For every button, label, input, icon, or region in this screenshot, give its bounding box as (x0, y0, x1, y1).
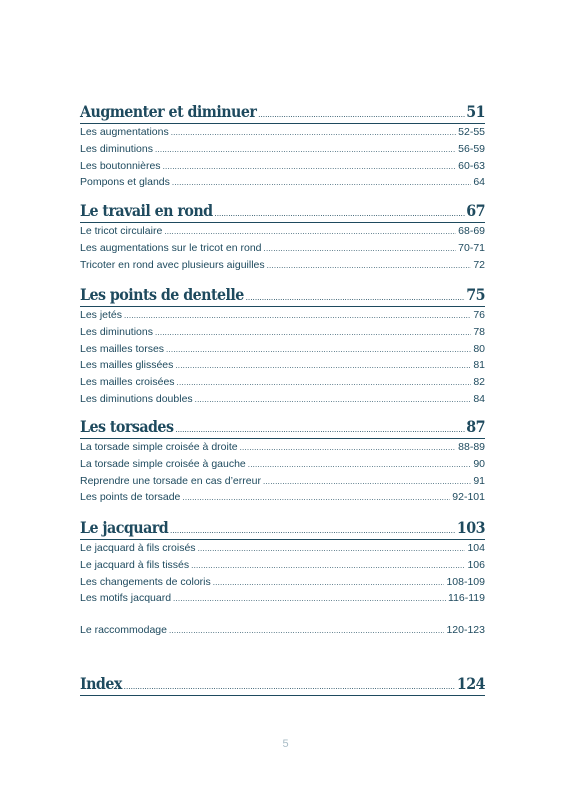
toc-section-index (80, 673, 485, 696)
toc-entry[interactable] (80, 324, 485, 341)
dot-leader (166, 342, 471, 359)
toc-entry[interactable] (80, 489, 485, 506)
section-heading[interactable] (80, 416, 485, 438)
toc-entry[interactable] (80, 223, 485, 240)
entry-page: 68-69 (458, 225, 485, 237)
entry-page: 70-71 (458, 241, 485, 254)
toc-entry[interactable] (80, 307, 485, 324)
dot-leader (175, 418, 464, 440)
entry-label: Les motifs jacquard (80, 592, 172, 605)
entry-page: 120-123 (446, 624, 485, 636)
entry-page: 82 (473, 376, 485, 389)
entry-label: Les augmentations sur le tricot en rond (80, 241, 262, 254)
toc-section-les-points-de-dentelle (80, 284, 485, 408)
toc-section-le-travail-en-rond (80, 200, 485, 273)
entry-label: Les changements de coloris (80, 575, 211, 588)
section-page: 75 (466, 285, 486, 304)
section-title: Les torsades (80, 417, 174, 436)
section-heading-index[interactable] (80, 673, 485, 695)
section-title: Le jacquard (80, 518, 169, 537)
section-heading[interactable] (80, 284, 485, 306)
entry-page: 108-109 (446, 575, 485, 588)
entry-label: Les mailles glissées (80, 359, 174, 372)
entry-label: Les augmentations (80, 126, 169, 138)
toc-section-le-jacquard (80, 517, 485, 607)
toc-entry[interactable] (80, 574, 485, 591)
section-title: Index (80, 674, 122, 693)
entry-label: Les mailles croisées (80, 376, 175, 389)
toc-entry[interactable] (80, 391, 485, 408)
toc-entry[interactable] (80, 456, 485, 473)
dot-leader (164, 224, 456, 241)
dot-leader (169, 623, 444, 640)
entry-label: Les points de torsade (80, 491, 181, 504)
dot-leader (124, 308, 471, 325)
dot-leader (264, 241, 457, 258)
dot-leader (170, 519, 455, 541)
entry-page: 76 (473, 309, 485, 321)
dot-leader (246, 286, 465, 308)
dot-leader (267, 258, 472, 275)
entry-page: 60-63 (458, 159, 485, 172)
toc-entry[interactable] (80, 557, 485, 574)
section-page: 51 (466, 102, 486, 121)
section-title: Le travail en rond (80, 201, 213, 220)
section-page: 87 (466, 417, 486, 436)
toc-entry[interactable] (80, 473, 485, 490)
dot-leader (258, 103, 464, 125)
dot-leader (155, 142, 456, 159)
toc-entry[interactable] (80, 158, 485, 175)
page-number: 5 (282, 738, 289, 750)
dot-leader (213, 575, 445, 592)
toc-entry[interactable] (80, 374, 485, 391)
entry-label: Le raccommodage (80, 624, 167, 636)
entry-label: Les diminutions (80, 142, 153, 155)
entry-page: 104 (467, 542, 485, 554)
section-heading[interactable] (80, 101, 485, 123)
dot-leader (163, 159, 457, 176)
entry-page: 52-55 (458, 126, 485, 138)
toc-section-augmenter-et-diminuer (80, 101, 485, 191)
section-page: 67 (466, 201, 486, 220)
dot-leader (240, 440, 457, 457)
dot-leader (182, 490, 450, 507)
entry-page: 56-59 (458, 142, 485, 155)
dot-leader (177, 375, 472, 392)
entry-page: 78 (473, 325, 485, 338)
toc-section-les-torsades (80, 416, 485, 506)
toc-entry[interactable] (80, 141, 485, 158)
toc-entry[interactable] (80, 540, 485, 557)
entry-page: 81 (473, 359, 485, 372)
dot-leader (191, 558, 465, 575)
entry-label: Les boutonnières (80, 159, 161, 172)
entry-label: Tricoter en rond avec plusieurs aiguilles (80, 258, 265, 271)
entry-page: 80 (473, 342, 485, 355)
toc-entry[interactable] (80, 174, 485, 191)
toc-entry[interactable] (80, 341, 485, 358)
entry-page: 90 (473, 457, 485, 470)
toc-entry[interactable] (80, 357, 485, 374)
dot-leader (263, 474, 471, 491)
entry-label: La torsade simple croisée à droite (80, 441, 238, 453)
section-heading[interactable] (80, 517, 485, 539)
dot-leader (198, 541, 466, 558)
entry-label: Le tricot circulaire (80, 225, 163, 237)
entry-label: Le jacquard à fils croisés (80, 542, 196, 554)
section-page: 124 (456, 674, 486, 693)
entry-page: 72 (473, 258, 485, 271)
entry-label: Les mailles torses (80, 342, 165, 355)
dot-leader (248, 457, 472, 474)
entry-label: La torsade simple croisée à gauche (80, 457, 246, 470)
toc-entry[interactable] (80, 439, 485, 456)
toc-entry-raccommodage[interactable] (80, 622, 485, 639)
entry-label: Les jetés (80, 309, 123, 321)
toc-entry[interactable] (80, 240, 485, 257)
dot-leader (155, 325, 471, 342)
entry-label: Les diminutions (80, 325, 153, 338)
entry-page: 84 (473, 392, 485, 405)
toc-standalone (80, 622, 485, 639)
section-page: 103 (456, 518, 486, 537)
dot-leader (175, 358, 471, 375)
entry-page: 116-119 (448, 592, 485, 605)
dot-leader (214, 202, 464, 224)
entry-page: 92-101 (452, 491, 485, 504)
entry-label: Le jacquard à fils tissés (80, 558, 190, 571)
entry-label: Pompons et glands (80, 176, 170, 189)
section-title: Les points de dentelle (80, 285, 244, 304)
toc-entry[interactable] (80, 590, 485, 607)
entry-page: 64 (473, 176, 485, 189)
entry-label: Les diminutions doubles (80, 392, 193, 405)
dot-leader (173, 591, 446, 608)
section-heading[interactable] (80, 200, 485, 222)
toc-entry[interactable] (80, 257, 485, 274)
entry-page: 88-89 (458, 441, 485, 453)
dot-leader (172, 175, 471, 192)
dot-leader (195, 392, 472, 409)
entry-page: 91 (473, 474, 485, 487)
dot-leader (171, 125, 456, 142)
section-title: Augmenter et diminuer (80, 102, 257, 121)
dot-leader (124, 675, 455, 697)
toc-entry[interactable] (80, 124, 485, 141)
entry-page: 106 (467, 558, 485, 571)
entry-label: Reprendre une torsade en cas d’erreur (80, 474, 261, 487)
